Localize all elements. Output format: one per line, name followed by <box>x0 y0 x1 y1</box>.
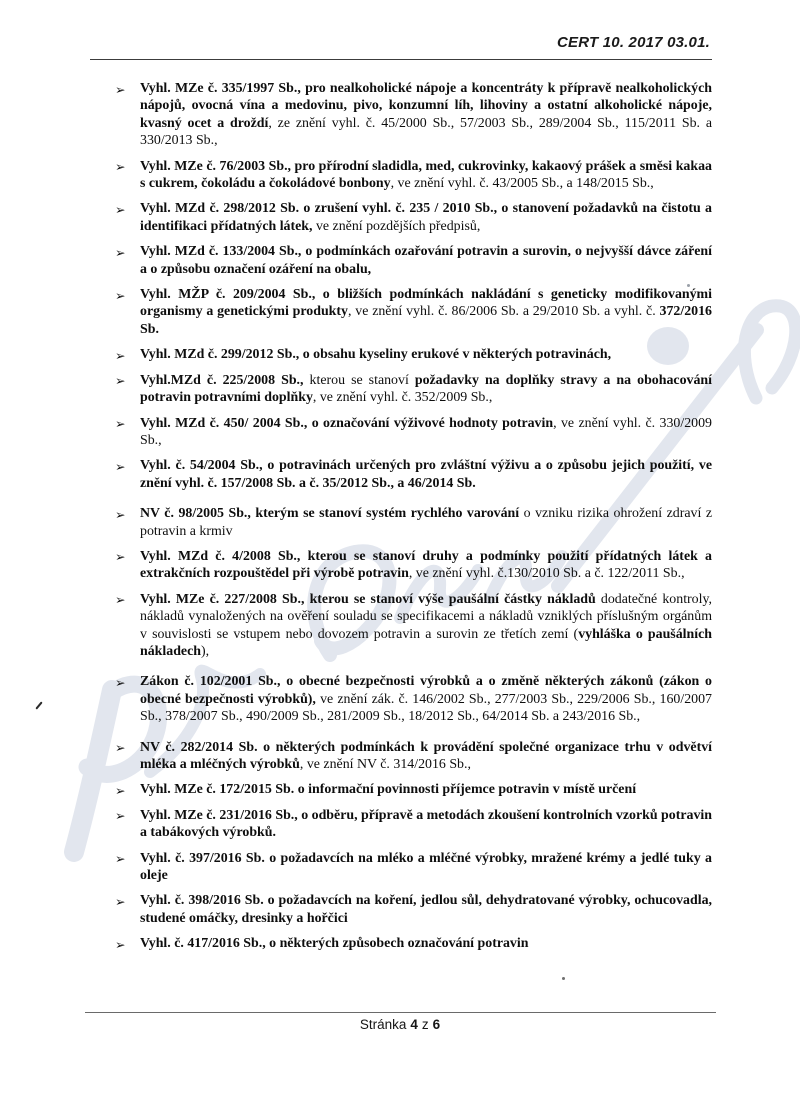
arrow-bullet-icon: ➢ <box>115 458 126 474</box>
arrow-bullet-icon: ➢ <box>115 740 126 756</box>
arrow-bullet-icon: ➢ <box>115 936 126 952</box>
arrow-bullet-icon: ➢ <box>115 373 126 389</box>
arrow-bullet-icon: ➢ <box>115 549 126 565</box>
regulation-text: kterou se stanoví <box>303 372 415 388</box>
regulation-text: Vyhl. MZe č. 227/2008 Sb., kterou se stanoví výše paušální částky nákladů <box>140 591 596 607</box>
arrow-bullet-icon: ➢ <box>115 347 126 363</box>
regulation-text: , ve znění vyhl. č.130/2010 Sb. a č. 122/2011 Sb., <box>408 566 685 582</box>
regulation-text: , ve znění NV č. 314/2016 Sb., <box>299 757 471 772</box>
list-item <box>90 591 712 661</box>
regulation-text: Vyhl. č. 398/2016 Sb. o požadavcích na koření, jedlou sůl, dehydratované výrobky, ochucovadla, studené omáčky, dresinky a hořčici <box>140 893 712 926</box>
list-item <box>90 286 712 338</box>
ink-mark <box>35 701 42 709</box>
arrow-bullet-icon: ➢ <box>115 244 126 260</box>
regulation-text: Vyhl. MZd č. 133/2004 Sb., o podmínkách ozařování potravin a surovin, o nejvyšší dávce záření a o způsobu označení ozáření na obalu, <box>140 244 712 277</box>
regulation-text: Vyhl. č. 54/2004 Sb., o potravinách určených pro zvláštní výživu a o způsobu jejich použití, ve znění vyhl. č. 157/2008 Sb. a č. 35/2012 Sb., a 46/2014 Sb. <box>140 458 712 491</box>
page-number <box>0 1017 800 1032</box>
footer-prefix: Stránka <box>359 1017 407 1032</box>
regulation-text: , ze znění vyhl. č. 45/2000 Sb., 57/2003 Sb., 289/2004 Sb., 115/2011 Sb. a 330/2013 Sb., <box>140 115 712 149</box>
footer-rule <box>85 1012 716 1013</box>
ink-dot <box>562 977 565 980</box>
arrow-bullet-icon: ➢ <box>115 201 126 217</box>
regulation-text: Vyhl. MZd č. 298/2012 Sb. o zrušení vyhl. č. 235 / 2010 Sb., o stanovení požadavků na čistotu a identifikaci přídatných látek, <box>140 201 712 234</box>
list-item <box>90 457 712 492</box>
arrow-bullet-icon: ➢ <box>115 808 126 824</box>
list-item <box>90 200 712 235</box>
list-item <box>90 850 712 885</box>
regulation-text: , ve znění vyhl. č. 86/2006 Sb. a 29/2010 Sb. a vyhl. č. <box>347 304 660 320</box>
regulation-text: , ve znění vyhl. č. 43/2005 Sb., a 148/2015 Sb., <box>390 176 654 192</box>
regulation-text: Vyhl. č. 397/2016 Sb. o požadavcích na mléko a mléčné výrobky, mražené krémy a jedlé tuky a oleje <box>140 850 712 884</box>
list-item <box>90 505 712 540</box>
regulation-text: Vyhl. MZd č. 299/2012 Sb., o obsahu kyseliny erukové v některých potravinách, <box>140 347 612 363</box>
footer-current-page: 4 <box>410 1017 418 1032</box>
regulation-text: ve znění zák. č. 146/2002 Sb., 277/2003 Sb., 229/2006 Sb., 160/2007 Sb., 378/2007 Sb., 490/2009 Sb., 281/2009 Sb., 18/2012 Sb., 64/2014 Sb. a 243/2016 Sb., <box>140 691 713 725</box>
regulation-text: Vyhl. MZe č. 231/2016 Sb., o odběru, přípravě a metodách zkoušení kontrolních vzorků potravin a tabákových výrobků. <box>140 807 712 841</box>
regulation-text: požadavky na doplňky stravy a na obohacování potravin potravními doplňky <box>140 372 712 406</box>
regulation-list <box>90 80 712 961</box>
regulation-text: 372/2016 Sb. <box>140 304 712 337</box>
list-item <box>90 158 712 193</box>
list-item <box>90 243 712 278</box>
arrow-bullet-icon: ➢ <box>115 782 126 798</box>
regulation-text: Vyhl. MZe č. 172/2015 Sb. o informační povinnosti příjemce potravin v místě určení <box>140 782 637 798</box>
regulation-text: Vyhl. MZe č. 76/2003 Sb., pro přírodní sladidla, med, cukrovinky, kakaový prášek a směsi kakaa s cukrem, čokoládu a čokoládové bonbony <box>140 158 712 192</box>
arrow-bullet-icon: ➢ <box>115 592 126 608</box>
regulation-text: ve znění pozdějších předpisů, <box>312 218 481 234</box>
ink-dot <box>687 284 690 287</box>
header-reference: CERT 10. 2017 03.01. <box>557 34 710 51</box>
list-item <box>90 80 712 150</box>
arrow-bullet-icon: ➢ <box>115 851 126 867</box>
regulation-text: , ve znění vyhl. č. 330/2009 Sb., <box>140 415 712 448</box>
list-item <box>90 673 712 725</box>
arrow-bullet-icon: ➢ <box>115 287 126 303</box>
regulation-text: Vyhl. MZd č. 450/ 2004 Sb., o označování výživové hodnoty potravin <box>140 415 554 431</box>
list-item <box>90 415 712 450</box>
regulation-text: o vzniku rizika ohrožení zdraví z potravin a krmiv <box>140 506 712 539</box>
regulation-text: Vyhl. MŽP č. 209/2004 Sb., o bližších podmínkách nakládání s geneticky modifikovanými organismy a genetickými produkty <box>140 287 712 320</box>
list-item <box>90 892 712 927</box>
footer-total-pages: 6 <box>432 1017 441 1032</box>
list-item <box>90 807 712 842</box>
list-item <box>90 372 712 407</box>
regulation-text: Zákon č. 102/2001 Sb., o obecné bezpečnosti výrobků a o změně některých zákonů (zákon o obecné bezpečnosti výrobků), <box>140 674 712 707</box>
arrow-bullet-icon: ➢ <box>115 416 126 431</box>
list-item <box>90 346 712 363</box>
footer-separator: z <box>421 1017 429 1032</box>
regulation-text: ), <box>200 643 210 659</box>
list-item <box>90 935 712 952</box>
regulation-text: , ve znění vyhl. č. 352/2009 Sb., <box>312 390 493 406</box>
regulation-text: Vyhl. MZd č. 4/2008 Sb., kterou se stanoví druhy a podmínky použití přídatných látek a extrakčních rozpouštědel při výrobě potravin <box>140 548 712 582</box>
arrow-bullet-icon: ➢ <box>115 506 126 522</box>
regulation-text: NV č. 98/2005 Sb., kterým se stanoví systém rychlého varování <box>140 506 520 522</box>
arrow-bullet-icon: ➢ <box>115 893 126 909</box>
list-item <box>90 548 712 583</box>
arrow-bullet-icon: ➢ <box>115 674 126 690</box>
arrow-bullet-icon: ➢ <box>115 81 126 97</box>
list-item <box>90 739 712 774</box>
header-rule <box>90 59 712 60</box>
regulation-text: Vyhl. č. 417/2016 Sb., o některých způsobech označování potravin <box>140 936 529 952</box>
regulation-text: NV č. 282/2014 Sb. o některých podmínkách k provádění společné organizace trhu v odvětví mléka a mléčných výrobků <box>140 739 712 772</box>
regulation-text: Vyhl.MZd č. 225/2008 Sb., <box>140 372 304 388</box>
list-item <box>90 781 712 798</box>
arrow-bullet-icon: ➢ <box>115 159 126 175</box>
regulation-text: Vyhl. MZe č. 335/1997 Sb., pro nealkoholické nápoje a koncentráty k přípravě nealkoholických nápojů, ovocná vína a medovinu, pivo, konzumní líh, lihoviny a ostatní alkoholické nápoje, kvasný ocet a droždí <box>140 81 712 131</box>
regulation-text: dodatečné kontroly, nákladů vynaložených na ověření souladu se specifikacemi a nákladů vzniklých příslušným orgánům v souvislosti se vstupem nebo dovozem potravin a surovin ze třetích zemí ( <box>140 591 713 642</box>
regulation-text: vyhláška o paušálních nákladech <box>140 626 712 659</box>
